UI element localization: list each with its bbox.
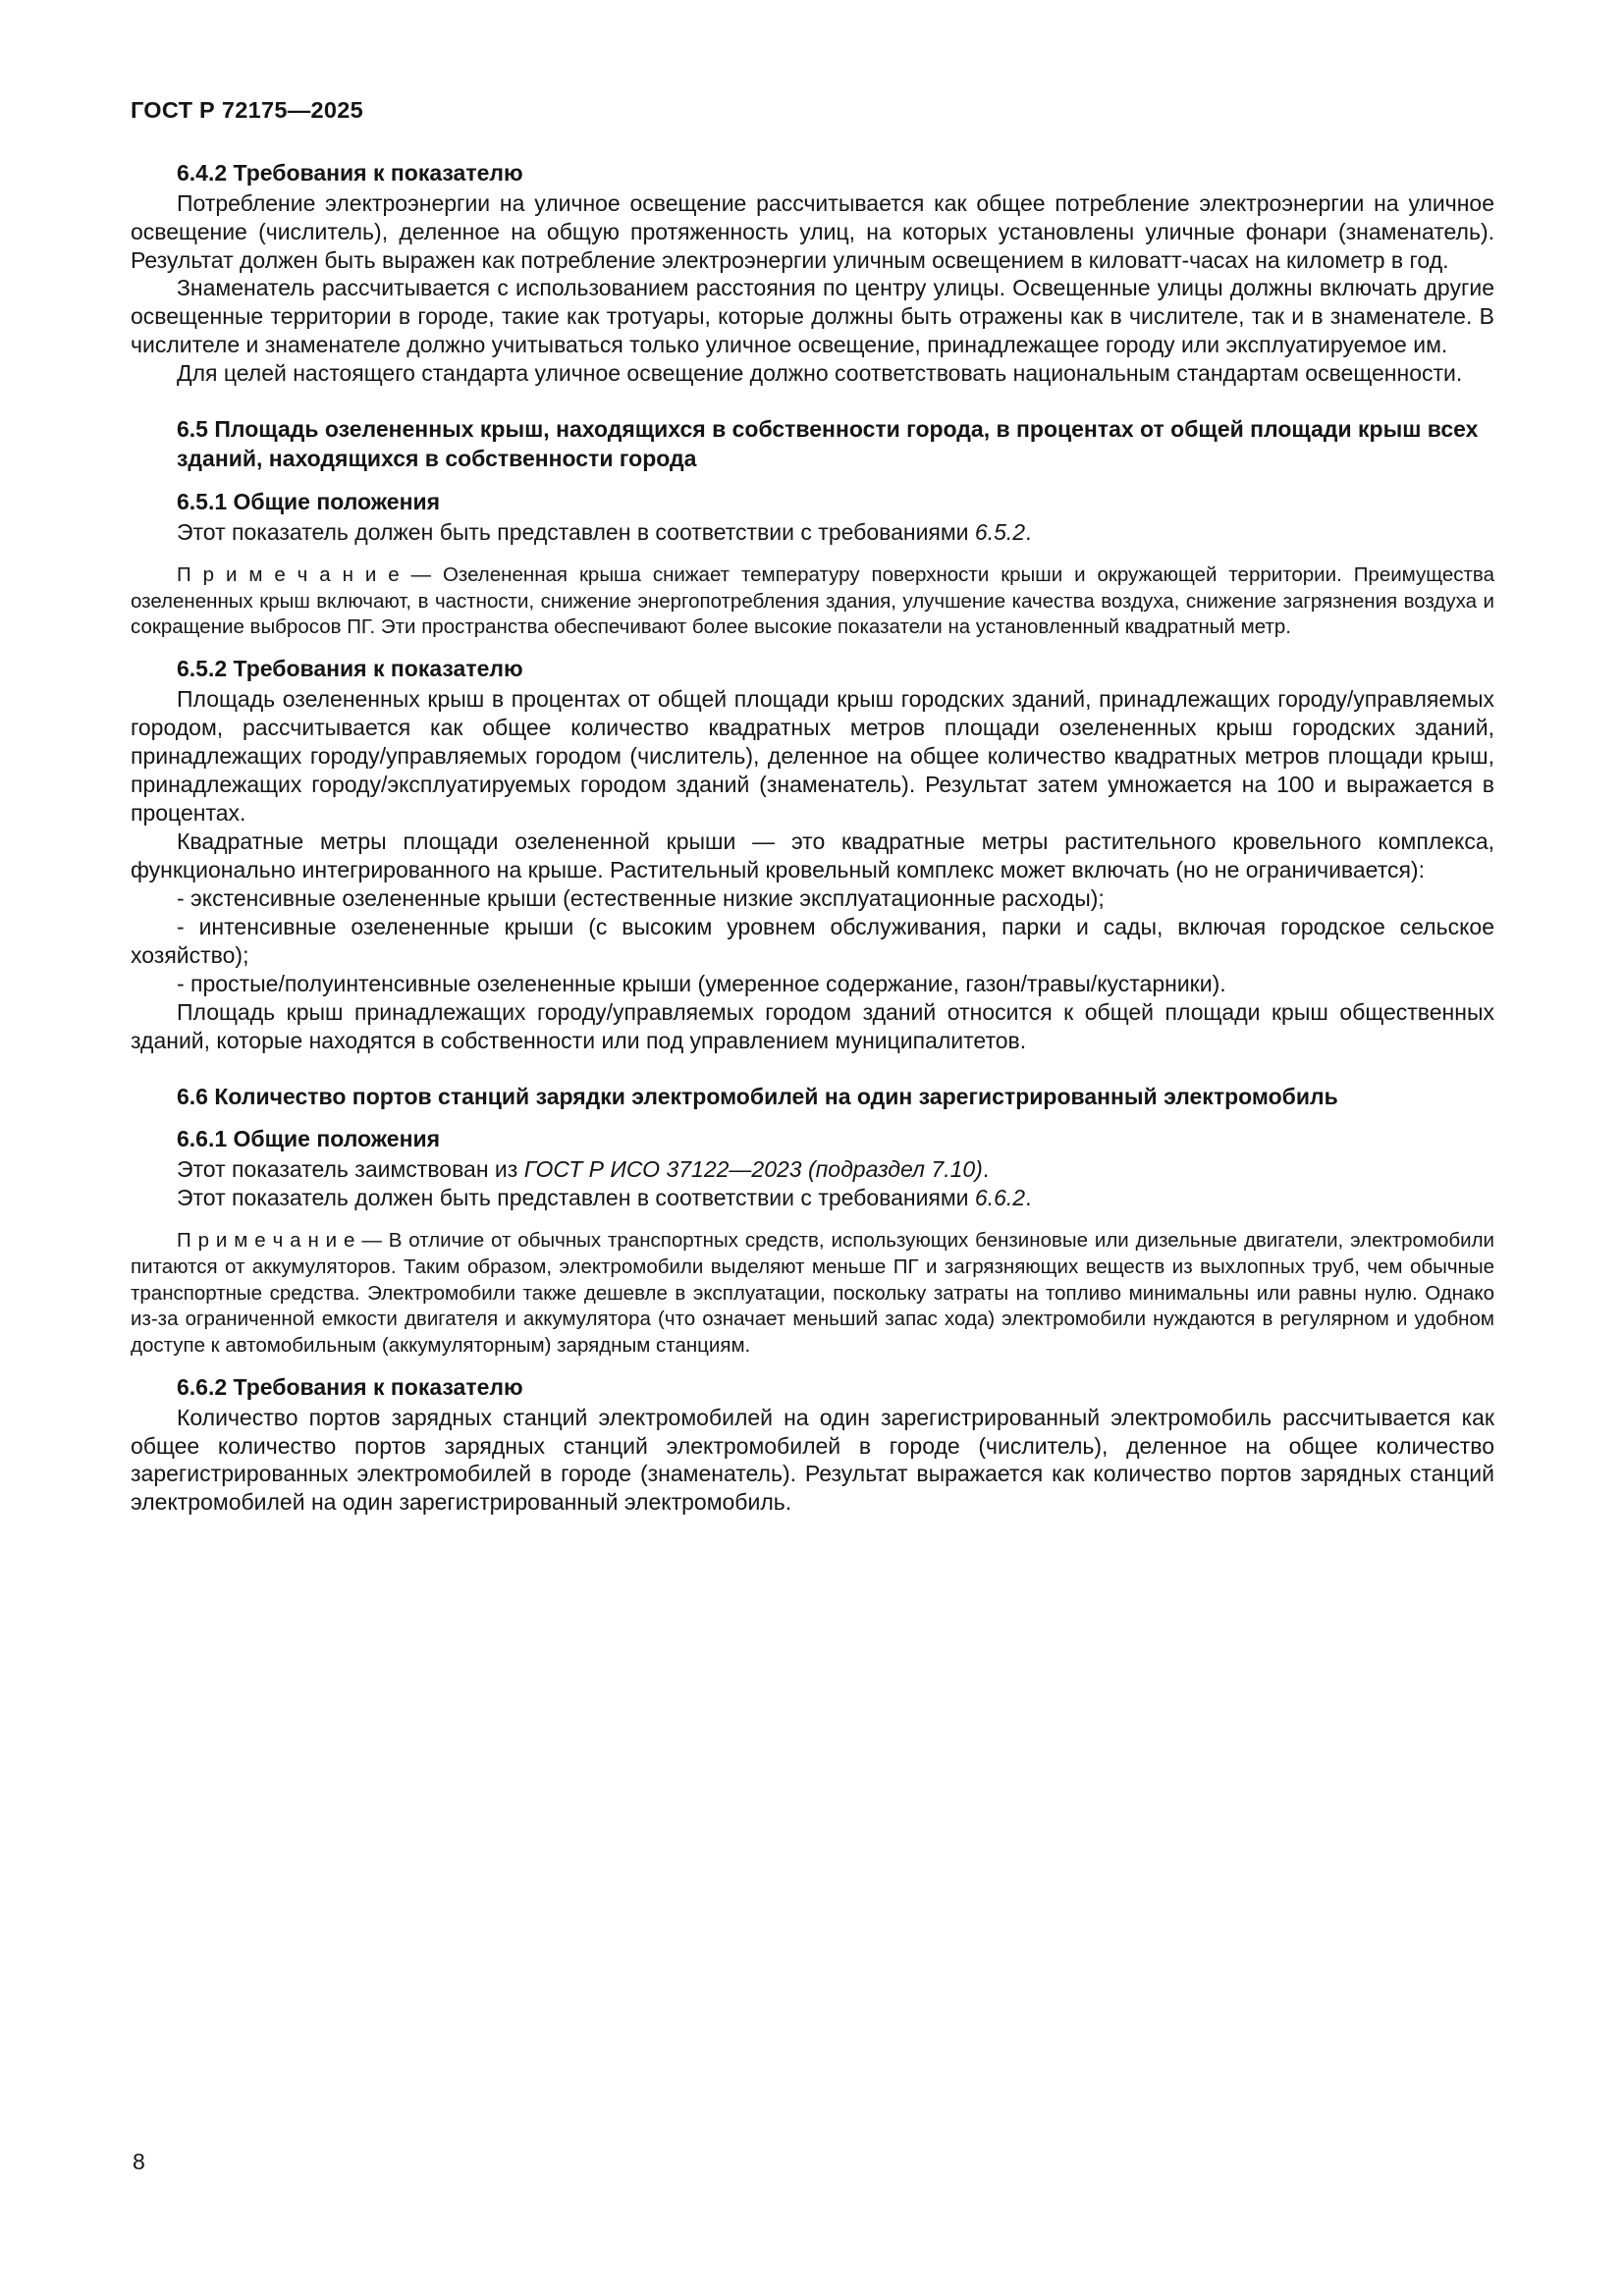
paragraph — [131, 1184, 1494, 1212]
document-code: ГОСТ Р 72175—2025 — [131, 97, 363, 123]
list-item: - экстенсивные озелененные крыши (естественные низкие эксплуатационные расходы); — [177, 884, 1105, 911]
paragraph — [131, 1155, 1494, 1184]
section-6-5 — [131, 415, 1494, 1054]
paragraph: Площадь крыш принадлежащих городу/управляемых городом зданий относится к общей площади крыш общественных зданий, которые находятся в собственности или под управлением муниципалитетов. — [131, 998, 1494, 1053]
heading-6-4-2: 6.4.2 Требования к показателю — [177, 159, 523, 186]
heading-6-5: 6.5 Площадь озелененных крыш, находящихся в собственности города, в процентах от общей площади крыш всех зданий, находящихся в собственности города — [177, 416, 1479, 472]
reference-italic: 6.6.2 — [974, 1185, 1026, 1211]
paragraph: Потребление электроэнергии на уличное освещение рассчитывается как общее потребление электроэнергии на уличное освещение (числитель), деленное на общую протяженность улиц, на которых установлены уличные фонари (знаменатель). Результат должен быть выражен как потребление электроэнергии уличным освещением в киловатт-часах на километр в год. — [131, 189, 1494, 273]
paragraph-text: . — [1025, 1185, 1032, 1211]
paragraph-text: Этот показатель должен быть представлен в соответствии с требованиями — [177, 1185, 975, 1211]
heading-6-5-1: 6.5.1 Общие положения — [177, 489, 441, 515]
paragraph — [131, 518, 1494, 547]
section-6-6 — [131, 1083, 1494, 1518]
list-item: - простые/полуинтенсивные озелененные крыши (умеренное содержание, газон/травы/кустарники). — [177, 970, 1226, 996]
note-label: П р и м е ч а н и е — [177, 563, 400, 587]
list-item: - интенсивные озелененные крыши (с высоким уровнем обслуживания, парки и сады, включая городское сельское хозяйство); — [131, 913, 1494, 968]
page-number: 8 — [133, 2149, 145, 2174]
heading-6-6: 6.6 Количество портов станций зарядки электромобилей на один зарегистрированный электромобиль — [177, 1083, 1338, 1109]
paragraph-text: Этот показатель должен быть представлен в соответствии с требованиями — [177, 519, 975, 546]
document-body — [131, 159, 1494, 1518]
heading-6-6-1: 6.6.1 Общие положения — [177, 1126, 441, 1152]
paragraph-text: . — [982, 1156, 990, 1183]
paragraph: Площадь озелененных крыш в процентах от общей площади крыш городских зданий, принадлежащих городу/управляемых городом, рассчитывается как общее количество квадратных метров площади озелененных крыш городских зданий, принадлежащих городу/управляемых городом (числитель), деленное на общее количество квадратных метров площади крыш, принадлежащих городу/эксплуатируемых городом зданий (знаменатель). Результат затем умножается на 100 и выражается в процентах. — [131, 685, 1494, 826]
paragraph: Для целей настоящего стандарта уличное освещение должно соответствовать национальным стандартам освещенности. — [177, 360, 1463, 387]
paragraph-text: Этот показатель заимствован из — [177, 1156, 524, 1183]
reference-italic: ГОСТ Р ИСО 37122—2023 (подраздел 7.10) — [523, 1156, 983, 1183]
note — [131, 562, 1494, 641]
note-text: — В отличие от обычных транспортных средств, использующих бензиновые или дизельные двигатели, электромобили питаются от аккумуляторов. Таким образом, электромобили выделяют меньше ПГ и загрязняющих веществ из выхлопных труб, чем обычные транспортные средства. Электромобили также дешевле в эксплуатации, поскольку затраты на топливо минимальны или равны нулю. Однако из-за ограниченной емкости двигателя и аккумулятора (что означает меньший запас хода) электромобили нуждаются в регулярном и удобном доступе к автомобильным (аккумуляторным) зарядным станциям. — [131, 1229, 1494, 1357]
heading-6-5-2: 6.5.2 Требования к показателю — [177, 656, 523, 681]
note-label: П р и м е ч а н и е — [177, 1229, 355, 1253]
section-6-4-2 — [131, 159, 1494, 389]
note-text: — Озелененная крыша снижает температуру поверхности крыши и окружающей территории. Преимущества озелененных крыш включают, в частности, снижение энергопотребления здания, улучшение качества воздуха, снижение загрязнения воздуха и сокращение выбросов ПГ. Эти пространства обеспечивают более высокие показатели на установленный квадратный метр. — [131, 563, 1494, 639]
paragraph-text: . — [1025, 519, 1032, 546]
paragraph: Количество портов зарядных станций электромобилей на один зарегистрированный электромобиль рассчитывается как общее количество портов зарядных станций электромобилей в городе (числитель), деленное на общее количество зарегистрированных электромобилей в городе (знаменатель). Результат выражается как количество портов зарядных станций электромобилей на один зарегистрированный электромобиль. — [131, 1404, 1494, 1516]
reference-italic: 6.5.2 — [974, 519, 1026, 546]
paragraph: Знаменатель рассчитывается с использованием расстояния по центру улицы. Освещенные улицы должны включать другие освещенные территории в городе, такие как тротуары, которые должны быть отражены как в числителе, так и в знаменателе. В числителе и знаменателе должно учитываться только уличное освещение, принадлежащее городу или эксплуатируемое им. — [131, 275, 1494, 358]
note — [131, 1228, 1494, 1359]
paragraph: Квадратные метры площади озелененной крыши — это квадратные метры растительного кровельного комплекса, функционально интегрированного на крыше. Растительный кровельный комплекс может включать (но не ограничивается): — [131, 828, 1494, 882]
heading-6-6-2: 6.6.2 Требования к показателю — [177, 1373, 523, 1400]
